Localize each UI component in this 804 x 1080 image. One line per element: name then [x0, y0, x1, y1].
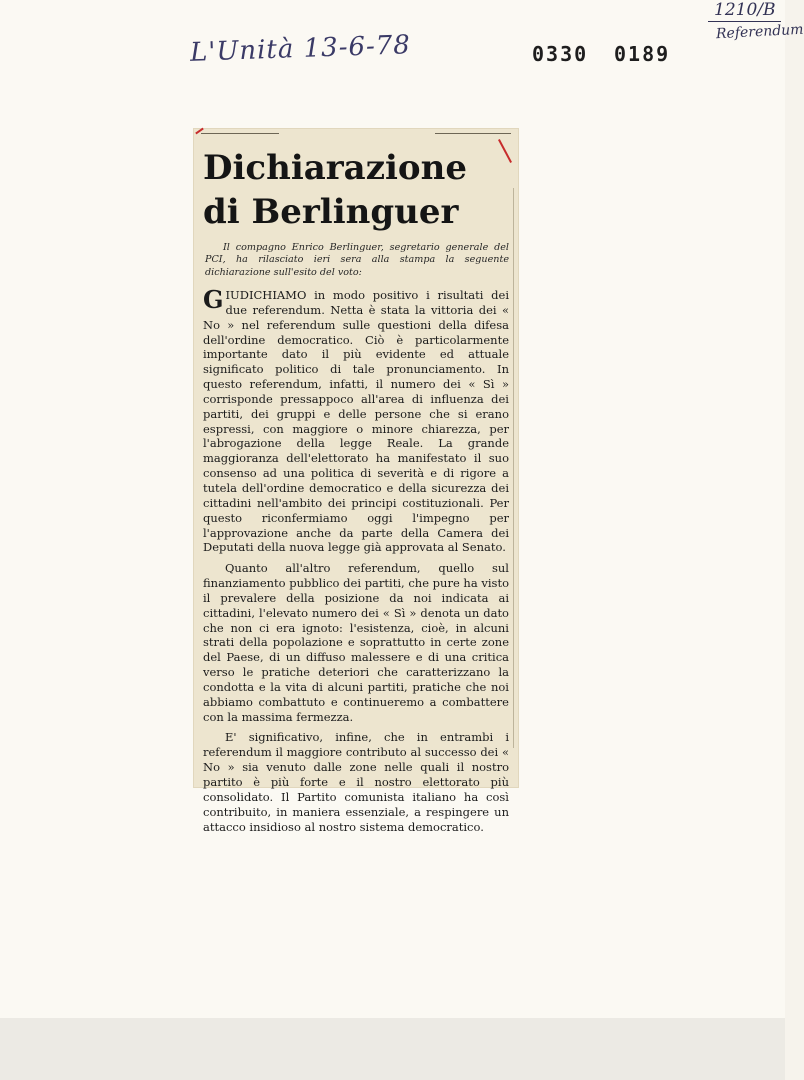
clipping-top-rule-left [201, 133, 279, 134]
scan-bottom-margin [0, 1018, 785, 1080]
archive-stamp-left: 0330 [532, 42, 589, 66]
paragraph-1-text: IUDICHIAMO in modo positivo i risultati dei due referendum. Netta è stata la vittoria dei « No » nel referendum sulle questioni della difesa dell'ordine democratico. Ciò è particolarmente importante dato il più evidente ed attuale significato politico di tale pronunciamento. In questo referendum, infatti, il numero dei « Sì » corrisponde pressappoco all'area di influenza dei partiti, dei gruppi e delle persone che si erano espressi, con maggiore o minore chiarezza, per l'abrogazione della legge Reale. La grande maggioranza dell'elettorato ha manifestato il suo consenso ad una politica di severità e di rigore a tutela dell'ordine democratico e della sicurezza dei cittadini nell'ambito dei principi costituzionali. Per questo riconfermiamo oggi l'impegno per l'approvazione anche da parte della Camera dei Deputati della nuova legge già approvata al Senato. [203, 288, 509, 555]
article-paragraph-3: E' significativo, infine, che in entrambi i referendum il maggiore contributo al successo dei « No » sia venuto dalle zone nelle quali il nostro partito è più forte e il nostro elettorato più consolidato. Il Partito comunista italiano ha così contribuito, in maniera essenziale, a respingere un attacco insidioso al nostro sistema democratico. [203, 730, 509, 834]
newspaper-clipping [193, 128, 519, 834]
article-paragraph-2: Quanto all'altro referendum, quello sul finanziamento pubblico dei partiti, che pure ha visto il prevalere della posizione da noi indicata ai cittadini, l'elevato numero dei « Sì » denota un dato che non ci era ignoto: l'esistenza, cioè, in alcuni strati della popolazione e soprattutto in certe zone del Paese, di un diffuso malessere e di una critica verso le pratiche deteriori che caratterizzano la condotta e la vita di alcuni partiti, pratiche che noi abbiamo combattuto e continueremo a combattere con la massima fermezza. [203, 561, 509, 724]
column-rule [513, 188, 514, 748]
handwritten-reference-number: 1210/B [708, 0, 781, 22]
drop-cap: G [203, 285, 224, 314]
article-lead: Il compagno Enrico Berlinguer, segretario generale del PCI, ha rilasciato ieri sera alla stampa la seguente dichiarazione sull'esito del voto: [205, 242, 509, 278]
handwritten-source-note: L'Unità 13-6-78 [189, 30, 412, 68]
article-paragraph-1 [203, 285, 509, 555]
archive-stamp-right: 0189 [614, 42, 671, 66]
article-body [203, 285, 509, 834]
article-headline: Dichiarazione di Berlinguer [203, 148, 467, 232]
clipping-top-rule-right [435, 133, 511, 134]
handwritten-topic-note: Referendum [715, 21, 804, 43]
